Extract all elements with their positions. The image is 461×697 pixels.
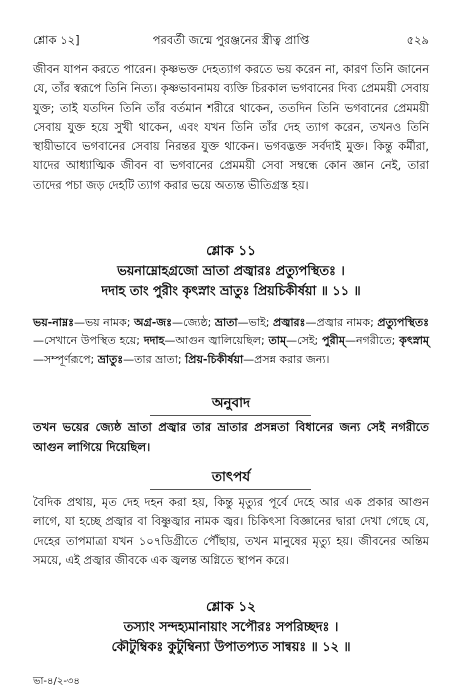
word-meaning-term: ভ্রাতা: [214, 316, 238, 329]
word-meaning-term: দদাহ: [143, 334, 165, 348]
word-meaning-definition: —সেই;: [286, 334, 319, 348]
verse-11-translation: তখন ভয়ের জ্যেষ্ঠ ভ্রাতা প্রজ্বার তার ভ্রাতার প্রসন্নতা বিধানের জন্য সেই নগরীতে আগুন লাগিয়ে দিয়েছিল।: [33, 420, 429, 454]
verse-11-word-meanings: [33, 314, 429, 369]
word-meaning-term: প্রত্যুপস্থিতঃ: [377, 316, 430, 329]
header-chapter-title: পরবর্তী জন্মে পুরঞ্জনের স্ত্রীত্ব প্রাপ্তি: [152, 33, 310, 47]
word-meaning-definition: —নগরীতে;: [344, 334, 396, 348]
word-meaning-definition: —প্রজ্বার নামক;: [305, 316, 374, 329]
word-meaning-term: কৃৎস্নাম্: [399, 334, 430, 348]
word-meaning-term: প্রজ্বারঃ: [272, 316, 306, 329]
verse-12-line-2: কৌটুম্বিকঃ কুটুম্বিন্যা উপাতপ্যত সান্বয়ঃ ॥ ১২ ॥: [111, 640, 351, 655]
verse-12-line-1: তস্যাং সন্দহ্যমানায়াং সপৌরঃ সপরিচ্ছদঃ ।: [123, 620, 339, 635]
verse-11-line-1: ভয়নাম্নোহগ্রজো ভ্রাতা প্রজ্বারঃ প্রত্যুপস্থিতঃ ।: [117, 264, 345, 279]
word-meaning-definition: —প্রসন্ন করার জন্য।: [243, 352, 330, 366]
purport-divider: [150, 489, 311, 490]
word-meaning-term: পুরীম্: [322, 334, 345, 348]
verse-11-line-2: দদাহ তাং পুরীং কৃৎস্নাং ভ্রাতুঃ প্রিয়চিকীর্ষয়া ॥ ১১ ॥: [101, 284, 361, 299]
word-meaning-definition: —জ্যেষ্ঠ;: [172, 316, 212, 329]
word-meaning-definition: —আগুন জ্বালিয়েছিল;: [164, 334, 265, 348]
translation-divider: [150, 415, 311, 416]
verse-11-heading: শ্লোক ১১: [206, 243, 256, 259]
word-meaning-term: ভয়-নাম্নঃ: [33, 316, 74, 329]
word-meaning-term: তাম্: [268, 334, 287, 348]
word-meaning-definition: —তার ভ্রাতা;: [123, 352, 182, 366]
verse-12-text: [33, 618, 429, 658]
word-meaning-definition: —সেখানে উপস্থিত হয়ে;: [33, 334, 140, 348]
word-meaning-term: প্রিয়-চিকীর্ষয়া: [185, 352, 244, 366]
verse-11-purport: বৈদিক প্রথায়, মৃত দেহ দহন করা হয়, কিন্তু মৃত্যুর পূর্বে দেহে আর এক প্রকার আগুন লাগে, যা হচ্ছে প্রজ্বার বা বিষ্ণুজ্বার নামক জ্বর। চিকিৎসা বিজ্ঞানের দ্বারা দেখা গেছে যে, দেহের তাপমাত্রা যখন ১০৭ডিগ্রীতে পৌঁছায়, তখন মানুষের মৃত্যু হয়। জীবনের অন্তিম সময়ে, এই প্রজ্বার জীবকে এক জ্বলন্ত অগ্নিতে স্থাপন করে।: [33, 495, 429, 567]
page-footer-signature: ভা-৪/২-৩৪: [33, 676, 80, 687]
intro-paragraph: জীবন যাপন করতে পারেন। কৃষ্ণভক্ত দেহত্যাগ করতে ভয় করেন না, কারণ তিনি জানেন যে, তাঁর স্বরূপে তিনি নিত্য। কৃষ্ণভাবনাময় ব্যক্তি চিরকাল ভগবানের দিব্য প্রেমময়ী সেবায় যুক্ত; তাই যতদিন তিনি তাঁর বর্তমান শরীরে থাকেন, ততদিন তিনি ভগবানের প্রেমময়ী সেবায় যুক্ত হয়ে সুখী থাকেন, এবং যখন তিনি তাঁর দেহ ত্যাগ করেন, তখনও তিনি স্থায়ীভাবে ভগবানের সেবায় নিরন্তর যুক্ত থাকেন। ভগবদ্ভক্ত সর্বদাই মুক্ত। কিন্তু কর্মীরা, যাদের আধ্যাত্মিক জীবন বা ভগবানের প্রেমময়ী সেবা সম্বন্ধে কোন জ্ঞান নেই, তারা তাদের পচা জড় দেহটি ত্যাগ করার ভয়ে অত্যন্ত ভীতিগ্রস্ত হয়।: [33, 62, 429, 192]
header-page-number: ৫২৯: [406, 33, 429, 47]
word-meaning-term: ভ্রাতুঃ: [97, 352, 124, 366]
translation-heading: অনুবাদ: [211, 395, 251, 411]
word-meaning-definition: —ভাই;: [237, 316, 270, 329]
word-meaning-definition: —সম্পূর্ণরূপে;: [33, 352, 95, 366]
page-header: [33, 32, 429, 50]
verse-12-heading: শ্লোক ১২: [206, 599, 256, 615]
purport-heading: তাৎপর্য: [211, 469, 251, 485]
header-verse-ref: শ্লোক ১২]: [33, 33, 80, 47]
word-meaning-definition: —ভয় নামক;: [73, 316, 131, 329]
word-meaning-term: অগ্র-জঃ: [133, 316, 172, 329]
verse-11-text: [33, 262, 429, 302]
